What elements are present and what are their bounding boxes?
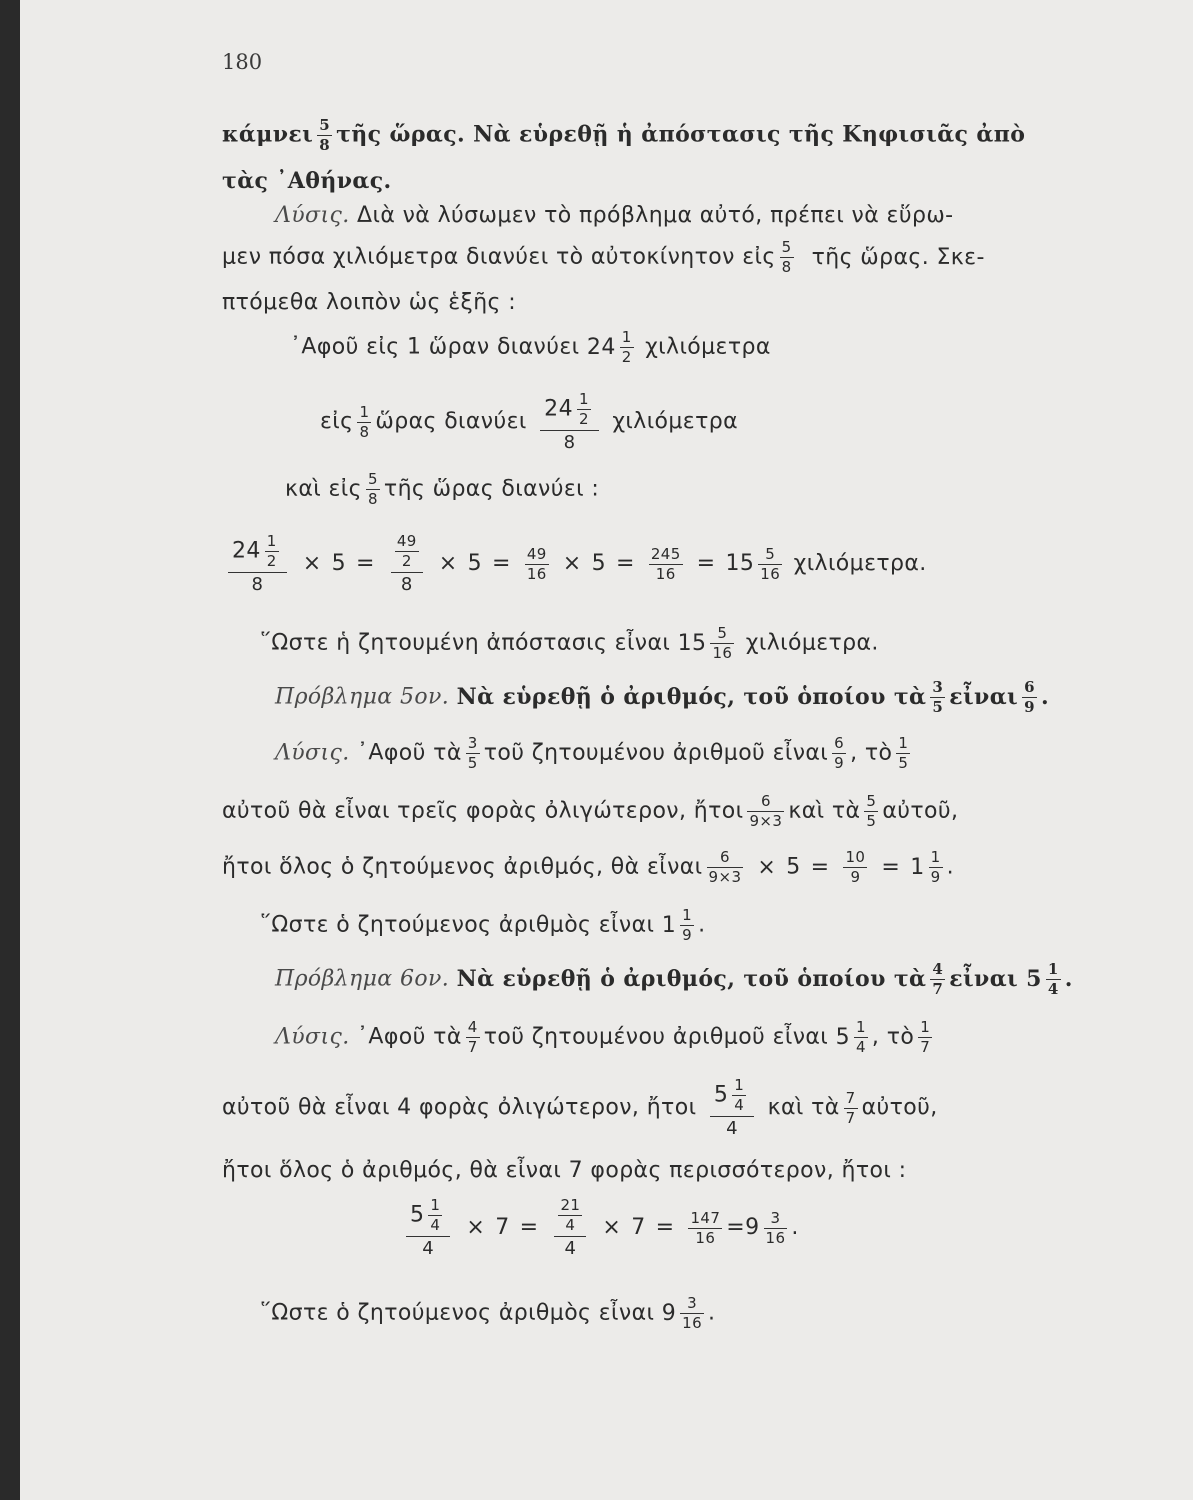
compound-fraction: $\frac{49}{2}$ 8 [391, 534, 423, 594]
fraction-3-5: $\frac{3}{5}$ [467, 734, 478, 772]
fraction-5-16: $\frac{5}{16}$ [712, 624, 733, 662]
fraction-1-4: $\frac{1}{4}$ [855, 1018, 866, 1056]
fraction-245-16: $\frac{245}{16}$ [650, 544, 681, 583]
solution-line-3: πτόμεθα λοιπὸν ὡς ἑξῆς : [222, 290, 517, 315]
fraction-1-2: $\frac{1}{2}$ [621, 328, 632, 366]
problem-5-heading: Πρόβλημα 5ον. Νὰ εὑρεθῇ ὁ ἀριθμός, τοῦ ὁποίου τὰ $\frac{3}{5}$ εἶναι $\frac{6}{9}$ . [275, 678, 1049, 716]
fraction-5-5: $\frac{5}{5}$ [866, 792, 877, 830]
solution-line-1: Λύσις. Διὰ νὰ λύσωμεν τὸ πρόβλημα αὐτό, πρέπει νὰ εὕρω- [275, 203, 954, 228]
fraction-3-5: $\frac{3}{5}$ [932, 678, 944, 716]
problem-text-line-1: κάμνει $\frac{5}{8}$ τῆς ὥρας. Νὰ εὑρεθῇ ἡ ἀπόστασις τῆς Κηφισιᾶς ἀπὸ [222, 116, 1026, 154]
fraction-4-7: $\frac{4}{7}$ [932, 960, 944, 998]
solution-6-line-1: Λύσις. ᾿Αφοῦ τὰ $\frac{4}{7}$ τοῦ ζητουμένου ἀριθμοῦ εἶναι 5 $\frac{1}{4}$ , τὸ $\frac{1}{7}$ [275, 1018, 931, 1056]
solution-5-conclusion: ῞Ωστε ὁ ζητούμενος ἀριθμὸς εἶναι 1 $\frac{1}{9}$ . [260, 906, 706, 944]
solution-conclusion-1: ῞Ωστε ἡ ζητουμένη ἀπόστασις εἶναι 15 $\frac{5}{16}$ χιλιόμετρα. [260, 624, 879, 662]
fraction-1-5: $\frac{1}{5}$ [898, 734, 909, 772]
solution-5-line-3: ἤτοι ὅλος ὁ ζητούμενος ἀριθμός, θὰ εἶναι $\frac{6}{9\times 3}$ × 5 = $\frac{10}{9}$ = 1 $\frac{1}{9}$ . [222, 848, 954, 886]
solution-6-line-2: αὐτοῦ θὰ εἶναι 4 φορὰς ὀλιγώτερον, ἤτοι 5 $\frac{1}{4}$ 4 καὶ τὰ $\frac{7}{7}$ αὐτοῦ, [222, 1076, 938, 1139]
solution-6-conclusion: ῞Ωστε ὁ ζητούμενος ἀριθμὸς εἶναι 9 $\frac{3}{16}$ . [260, 1294, 716, 1332]
compound-fraction: 5 $\frac{1}{4}$ 4 [406, 1198, 450, 1258]
solution-line-6: καὶ εἰς $\frac{5}{8}$ τῆς ὥρας διανύει : [285, 470, 600, 508]
fraction-6-9x3: $\frac{6}{9\times 3}$ [749, 792, 783, 830]
fraction-5-8: $\frac{5}{8}$ [319, 116, 331, 154]
page-number: 180 [222, 50, 263, 74]
fraction-1-9: $\frac{1}{9}$ [682, 906, 693, 944]
equation-line-1: 24 $\frac{1}{2}$ 8 × 5 = $\frac{49}{2}$ 8 × 5 = $\frac{49}{16}$ × 5 = $\frac{245}{16}$ = 15 $\frac{5}{16}$ χιλιόμετρα. [222, 534, 927, 594]
fraction-3-16: $\frac{3}{16}$ [682, 1294, 703, 1332]
solution-line-2: μεν πόσα χιλιόμετρα διανύει τὸ αὐτοκίνητον εἰς $\frac{5}{8}$ τῆς ὥρας. Σκε- [222, 238, 985, 276]
compound-fraction: $\frac{21}{4}$ 4 [554, 1198, 586, 1258]
fraction-6-9: $\frac{6}{9}$ [834, 734, 845, 772]
scan-edge [0, 0, 20, 1500]
problem-6-label: Πρόβλημα 6ον. [275, 966, 450, 992]
solution-5-line-2: αὐτοῦ θὰ εἶναι τρεῖς φορὰς ὀλιγώτερον, ἤτοι $\frac{6}{9\times 3}$ καὶ τὰ $\frac{5}{5}$ αὐτοῦ, [222, 792, 959, 830]
fraction-6-9: $\frac{6}{9}$ [1024, 678, 1035, 716]
problem-text-line-2: τὰς ᾿Αθήνας. [222, 168, 392, 194]
compound-fraction: 5 $\frac{1}{4}$ 4 [710, 1078, 754, 1138]
fraction-10-9: $\frac{10}{9}$ [845, 848, 866, 886]
fraction-5-8: $\frac{5}{8}$ [781, 238, 792, 276]
fraction-6-9x3: $\frac{6}{9\times 3}$ [708, 848, 742, 886]
problem-5-label: Πρόβλημα 5ον. [275, 684, 450, 710]
fraction-1-8: $\frac{1}{8}$ [359, 402, 370, 441]
fraction-5-16: $\frac{5}{16}$ [760, 544, 781, 583]
fraction-7-7: $\frac{7}{7}$ [845, 1088, 856, 1127]
compound-fraction: 24 $\frac{1}{2}$ 8 [228, 534, 287, 594]
fraction-147-16: $\frac{147}{16}$ [690, 1208, 721, 1247]
solution-line-5: εἰς $\frac{1}{8}$ ὥρας διανύει 24 $\frac{1}{2}$ 8 χιλιόμετρα [320, 390, 739, 453]
equation-line-2: 5 $\frac{1}{4}$ 4 × 7 = $\frac{21}{4}$ 4 × 7 = $\frac{147}{16}$ = 9 $\frac{3}{16}$ . [400, 1198, 799, 1258]
fraction-49-16: $\frac{49}{16}$ [526, 544, 547, 583]
fraction-1-9: $\frac{1}{9}$ [930, 848, 941, 886]
solution-line-4: ᾿Αφοῦ εἰς 1 ὥραν διανύει 24 $\frac{1}{2}$ χιλιόμετρα [290, 328, 771, 366]
solution-6-line-3: ἤτοι ὅλος ὁ ἀριθμός, θὰ εἶναι 7 φορὰς περισσότερον, ἤτοι : [222, 1158, 907, 1183]
solution-5-line-1: Λύσις. ᾿Αφοῦ τὰ $\frac{3}{5}$ τοῦ ζητουμένου ἀριθμοῦ εἶναι $\frac{6}{9}$ , τὸ $\frac{1}{5}$ [275, 734, 909, 772]
solution-label: Λύσις. [275, 203, 350, 228]
fraction-3-16: $\frac{3}{16}$ [765, 1208, 786, 1247]
compound-fraction: 24 $\frac{1}{2}$ 8 [540, 392, 599, 452]
problem-6-heading: Πρόβλημα 6ον. Νὰ εὑρεθῇ ὁ ἀριθμός, τοῦ ὁποίου τὰ $\frac{4}{7}$ εἶναι 5 $\frac{1}{4}$ . [275, 960, 1073, 998]
fraction-1-4: $\frac{1}{4}$ [1047, 960, 1059, 998]
fraction-1-7: $\frac{1}{7}$ [920, 1018, 931, 1056]
fraction-4-7: $\frac{4}{7}$ [467, 1018, 478, 1056]
fraction-5-8: $\frac{5}{8}$ [367, 470, 378, 508]
